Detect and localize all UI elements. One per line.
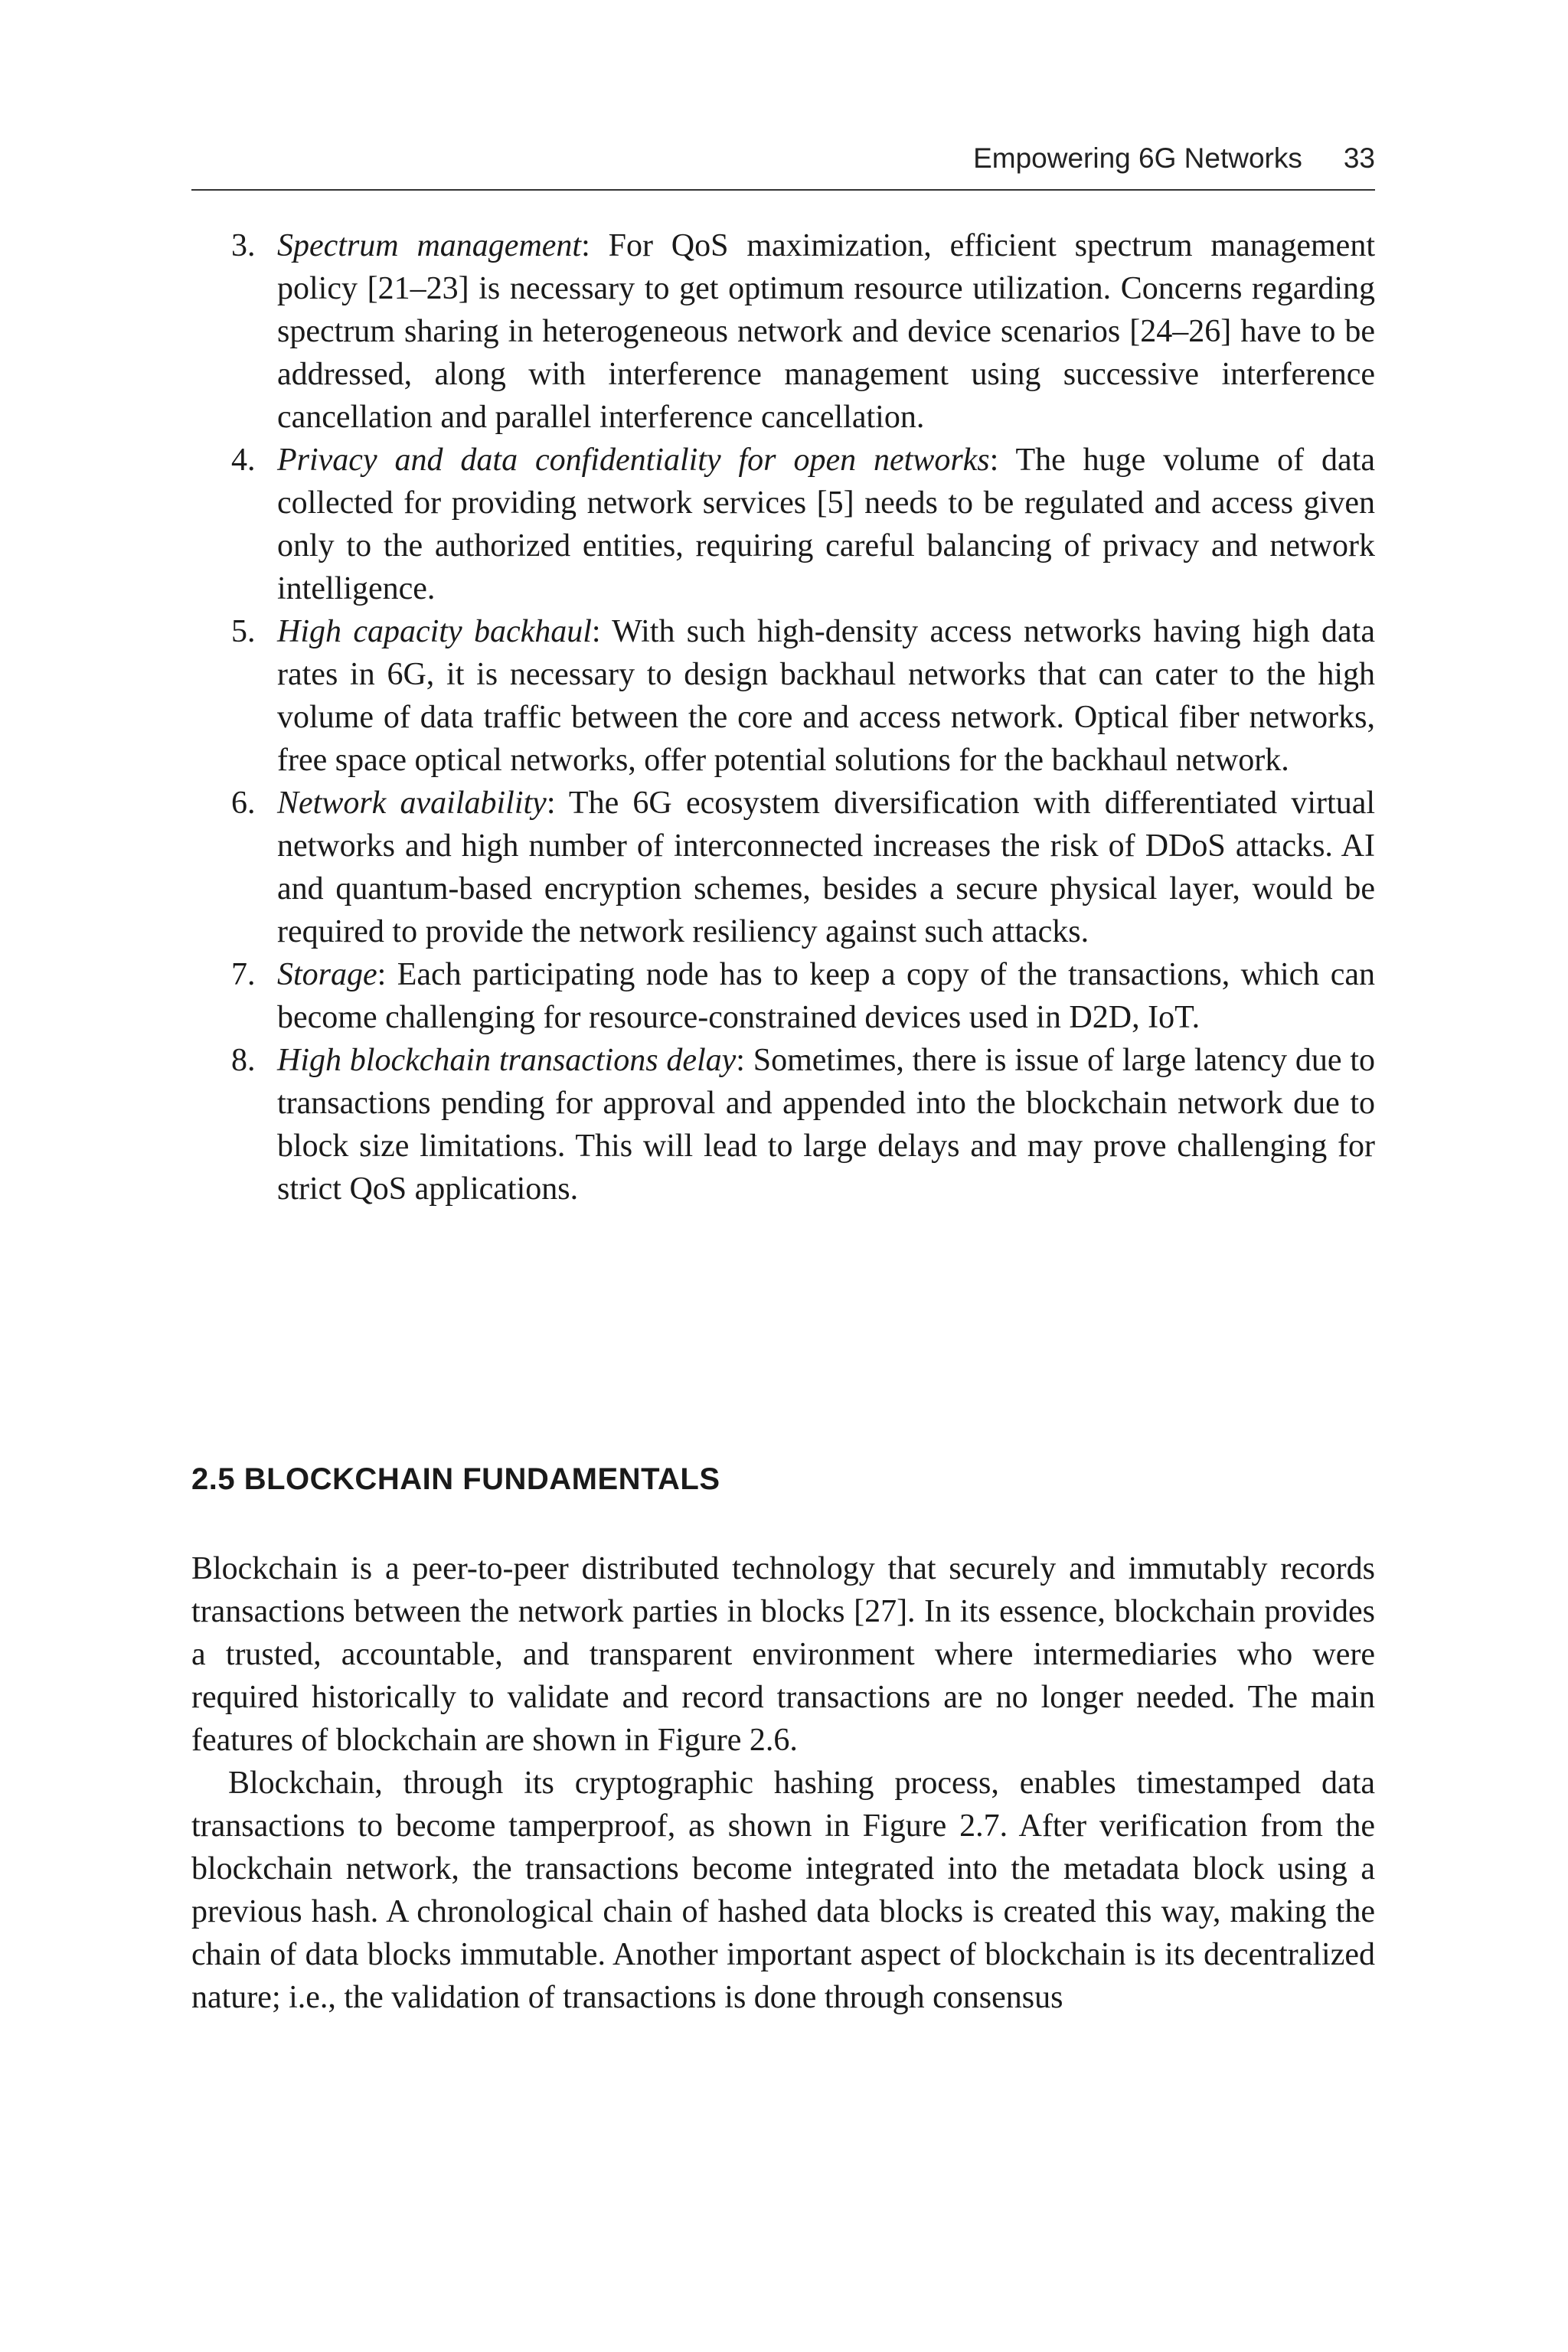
body-paragraph: Blockchain, through its cryptographic hashing process, enables timestamped data transactions to become tamperproof, as shown in Figure 2.7. After verification from the blockchain network, the transactions become integrated into the metadata block using a previous hash. A chronological chain of hashed data blocks is created this way, making the chain of data blocks immutable. Another important aspect of blockchain is its decentralized nature; i.e., the validation of transactions is done through consensus xyxy=(191,1766,1375,2015)
list-item-term: Network availability xyxy=(277,786,547,821)
list-item xyxy=(191,1039,1375,1210)
body-paragraph: Blockchain is a peer-to-peer distributed technology that securely and immutably records transactions between the network parties in blocks [27]. In its essence, blockchain provides a trusted, accountable, and transparent environment where intermediaries who were required historically to validate and record transactions are no longer needed. The main features of blockchain are shown in Figure 2.6. xyxy=(191,1551,1375,1758)
list-item-text: : Sometimes, there is issue of large latency due to transactions pending for approval and appended into the blockchain network due to block size limitations. This will lead to large delays and may prove challenging for strict QoS applications. xyxy=(277,1043,1375,1207)
list-item xyxy=(191,224,1375,439)
list-item xyxy=(191,782,1375,953)
section-heading: 2.5 BLOCKCHAIN FUNDAMENTALS xyxy=(191,1462,720,1496)
list-item-term: High capacity backhaul xyxy=(277,614,592,649)
list-item-term: High blockchain transactions delay xyxy=(277,1043,737,1078)
section-body xyxy=(191,1547,1375,2019)
list-item-number: 8. xyxy=(231,1043,256,1078)
list-item-number: 4. xyxy=(231,443,256,478)
list-item-text: : The huge volume of data collected for providing network services [5] needs to be regulated and access given only to the authorized entities, requiring careful balancing of privacy and network intelligence. xyxy=(277,443,1375,606)
list-item-text: : For QoS maximization, efficient spectrum management policy [21–23] is necessary to get optimum resource utilization. Concerns regarding spectrum sharing in heterogeneous network and device scenarios [24–26] have to be addressed, along with interference management using successive interference cancellation and parallel interference cancellation. xyxy=(277,228,1375,435)
list-item-text: : With such high-density access networks having high data rates in 6G, it is necessary to design backhaul networks that can cater to the high volume of data traffic between the core and access network. Optical fiber networks, free space optical networks, offer potential solutions for the backhaul network. xyxy=(277,614,1375,778)
list-item-number: 3. xyxy=(231,228,256,263)
list-item-number: 6. xyxy=(231,786,256,821)
list-item xyxy=(191,610,1375,782)
list-item-number: 7. xyxy=(231,957,256,992)
list-item xyxy=(191,953,1375,1039)
list-item-text: : Each participating node has to keep a copy of the transactions, which can become challenging for resource-constrained devices used in D2D, IoT. xyxy=(277,957,1375,1035)
challenges-list xyxy=(191,224,1375,1210)
running-title: Empowering 6G Networks xyxy=(973,142,1302,174)
page-number: 33 xyxy=(1343,142,1375,174)
list-item-term: Storage xyxy=(277,957,377,992)
list-item xyxy=(191,439,1375,610)
header-rule xyxy=(191,189,1375,191)
list-item-term: Privacy and data confidentiality for open networks xyxy=(277,443,990,478)
running-head xyxy=(191,142,1375,181)
list-item-number: 5. xyxy=(231,614,256,649)
list-item-term: Spectrum management xyxy=(277,228,582,263)
list-item-text: : The 6G ecosystem diversification with differentiated virtual networks and high number of interconnected increases the risk of DDoS attacks. AI and quantum-based encryption schemes, besides a secure physical layer, would be required to provide the network resiliency against such attacks. xyxy=(277,786,1376,949)
